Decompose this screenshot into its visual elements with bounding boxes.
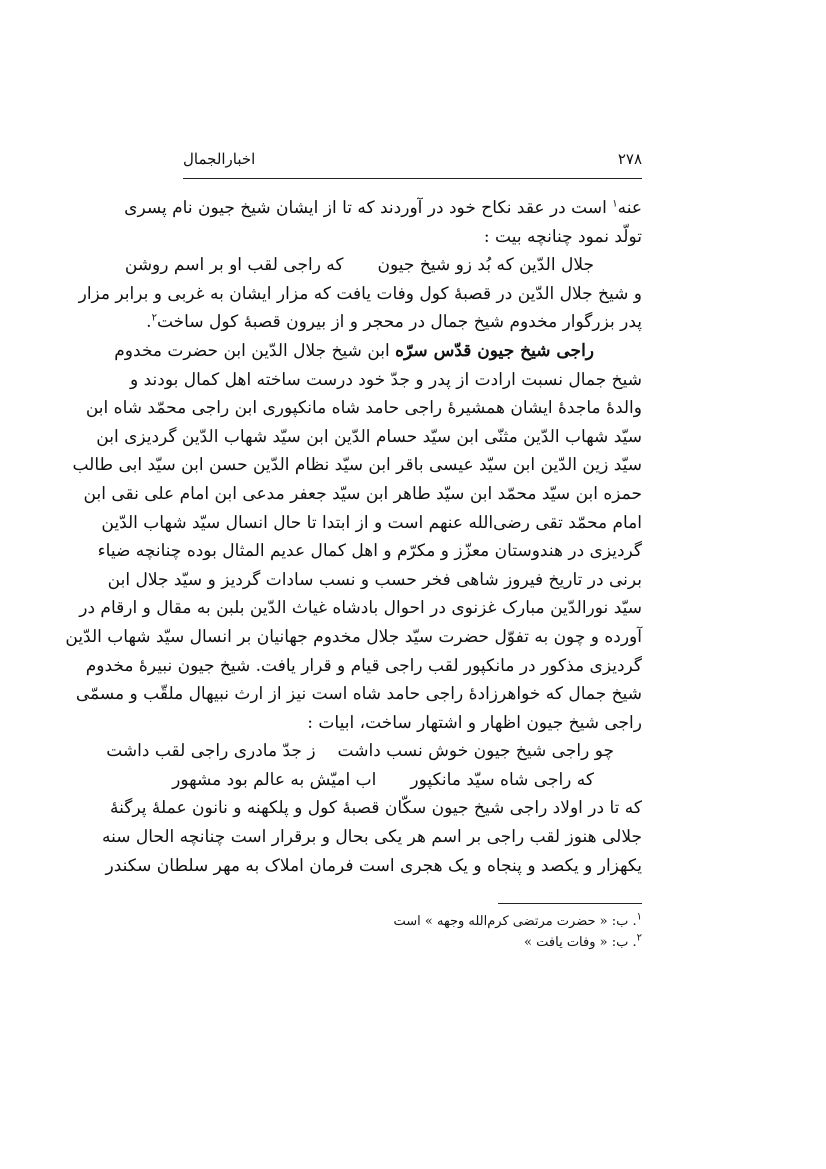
hemistich: که راجی لقب او بر اسم روشن	[124, 255, 344, 276]
text-line: شیخ جمال نسبت ارادت از پدر و جدّ خود درست ساخته اهل کمال بودند و	[130, 369, 642, 390]
footnote-ref: ۱	[612, 198, 618, 210]
text-line: گردیزی در هندوستان معزّز و مکرّم و اهل کمال عدیم المثال بوده چنانچه ضیاء	[97, 541, 642, 562]
text-line: گردیزی مذکور در مانکپور لقب راجی قیام و قرار یافت. شیخ جیون نبیرهٔ مخدوم	[85, 655, 642, 676]
text-line: حمزه ابن سیّد محمّد ابن سیّد طاهر ابن سیّد جعفر مدعی ابن امام علی نقی ابن	[83, 483, 642, 504]
running-title: اخبارالجمال	[183, 150, 256, 168]
hemistich: جلال الدّین که بُد زو شیخ جیون	[377, 255, 594, 276]
verse-line	[106, 737, 642, 766]
footnote-rule	[498, 903, 642, 904]
hemistich: که راجی شاه سیّد مانکپور	[410, 769, 594, 790]
page-number: ۲۷۸	[617, 150, 642, 168]
section-heading: راجی شیخ جیون قدّس سرّه	[395, 340, 594, 361]
hemistich: ز جدّ مادری راجی لقب داشت	[106, 741, 316, 762]
text-line: سیّد شهاب الدّین مثنّی ابن سیّد حسام الدّین ابن سیّد شهاب الدّین گردیزی ابن	[96, 426, 642, 447]
text-line: والدهٔ ماجدهٔ ایشان همشیرهٔ راجی حامد شاه مانکپوری ابن راجی محمّد شاه ابن	[85, 398, 642, 419]
text-line: راجی شیخ جیون قدّس سرّه ابن شیخ جلال الدّین ابن حضرت مخدوم	[114, 340, 594, 361]
text-line: یکهزار و یکصد و پنجاه و یک هجری است فرمان املاک به مهر سلطان سکندر	[105, 855, 642, 876]
footnote: $^۲$. ب: « وفات یافت »	[524, 932, 642, 950]
footnote-ref: ۲	[151, 312, 157, 324]
text-line: که تا در اولاد راجی شیخ جیون سکّان قصبهٔ کول و پلکهنه و نانون عملهٔ پرگنهٔ	[110, 798, 642, 819]
text-line: آورده و چون به تفوّل حضرت سیّد جلال مخدوم جهانیان بر انسال سیّد شهاب الدّین	[65, 626, 642, 647]
body-text	[65, 194, 642, 880]
text-line: سیّد نورالدّین مبارک غزنوی در احوال بادشاه غیاث الدّین بلبن به مقال و ارقام در	[79, 598, 642, 619]
verse-line	[124, 251, 642, 280]
page-header	[183, 150, 642, 174]
footnote: $^۱$. ب: « حضرت مرتضی کرم‌الله وجهه » است	[393, 911, 642, 929]
text-line: شیخ جمال که خواهرزادهٔ راجی حامد شاه است نیز از ارث نبیهال ملقّب و مسمّی	[75, 684, 642, 705]
text-line: و شیخ جلال الدّین در قصبهٔ کول وفات یافت که مزار ایشان به غربی و برابر مزار	[78, 283, 642, 304]
verse-line	[172, 766, 642, 795]
hemistich: اب امیّش به عالم بود مشهور	[172, 769, 377, 790]
text-line: امام محمّد تقی رضی‌الله عنهم است و از ابتدا تا حال انسال سیّد شهاب الدّین	[101, 512, 642, 533]
text-line: تولّد نمود چنانچه بیت :	[483, 226, 642, 247]
text-line: برنی در تاریخ فیروز شاهی فخر حسب و نسب سادات گردیز و سیّد جلال ابن	[107, 569, 642, 590]
text-line: جلالی هنوز لقب راجی بر اسم هر یکی بحال و برقرار است چنانچه الحال سنه	[101, 827, 642, 848]
text-line: عنه$^۱$ است در عقد نکاح خود در آوردند که تا از ایشان شیخ جیون نام پسری	[124, 198, 642, 218]
header-rule	[183, 178, 642, 179]
text-line: سیّد زین الدّین ابن سیّد عیسی باقر ابن سیّد نظام الدّین حسن ابن سیّد ابی طالب	[72, 455, 642, 476]
text-line: راجی شیخ جیون اظهار و اشتهار ساخت، ابیات :	[307, 712, 642, 733]
footnotes	[183, 911, 642, 953]
hemistich: چو راجی شیخ جیون خوش نسب داشت	[337, 741, 614, 762]
text-line: پدر بزرگوار مخدوم شیخ جمال در محجر و از بیرون قصبهٔ کول ساخت$^۲$.	[146, 312, 642, 333]
